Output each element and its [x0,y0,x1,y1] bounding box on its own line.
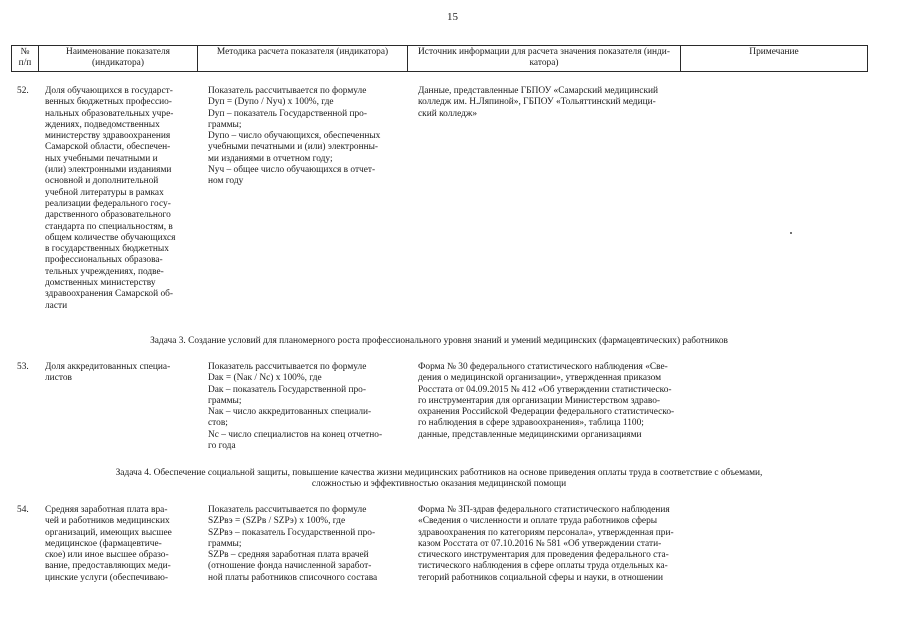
row-number: 52. [17,86,29,96]
table-header [11,45,868,72]
task-3-heading: Задача 3. Создание условий для планомерного роста профессионального уровня знаний и умений медицинских (фармацевтических) работников [150,336,728,346]
indicator-name: Доля обучающихся в государст- венных бюджетных профессио- нальных образовательных учре- ждениях, подведомственных министерству здравоохранения Самарской области, обеспечен- ных учебными печатными и (или) электронными изданиями основной и дополнительной учебной литературы в рамках реализации федерального госу- дарственного образовательного стандарта по специальностям, в общем количестве обучающихся в государственных бюджетных профессиональных образова- тельных учреждениях, подве- домственных министерству здравоохранения Самарской об- ласти [45,86,176,311]
row-number: 54. [17,505,29,515]
scan-speck [790,232,792,234]
calculation-method: Показатель рассчитывается по формуле Dак = (Nак / Nс) х 100%, где Dак – показатель Государственной про- граммы; Nак – число аккредитованных специали- стов; Nс – число специалистов на конец отчетно- го года [208,362,383,452]
header-method: Методика расчета показателя (индикатора) [198,46,408,72]
header-indicator-name: Наименование показателя (индикатора) [39,46,198,72]
information-source: Данные, представленные ГБПОУ «Самарский медицинский колледж им. Н.Ляпиной», ГБПОУ «Тольяттинский медици- ский колледж» [418,86,659,119]
calculation-method: Показатель рассчитывается по формуле Dуп = (Dупо / Nуч) х 100%, где Dуп – показатель Государственной про- граммы; Dупо – число обучающихся, обеспеченных учебными печатными и (или) электронны- ми изданиями в отчетном году; Nуч – общее число обучающихся в отчет- ном году [208,86,381,187]
header-source: Источник информации для расчета значения показателя (инди- катора) [408,46,681,72]
indicator-name: Доля аккредитованных специа- листов [45,362,171,384]
task-4-heading: Задача 4. Обеспечение социальной защиты, повышение качества жизни медицинских работников на основе приведения оплаты труда в соответствие с объемами, сложностью и эффективностью оказания медицинской помощи [115,468,763,490]
page-number: 15 [447,11,458,23]
calculation-method: Показатель рассчитывается по формуле SZPвэ = (SZPв / SZPэ) х 100%, где SZPвэ – показатель Государственной про- граммы; SZPв – средняя заработная плата врачей (отношение фонда начисленной заработ- ной платы работников списочного состава [208,505,378,583]
header-number: № п/п [12,46,39,72]
information-source: Форма № 30 федерального статистического наблюдения «Све- дения о медицинской организации», утвержденная приказом Росстата от 04.09.2015 № 412 «Об утверждении статистическо- го инструментария для организации Министерством здраво- охранения Российской Федерации федерального статистическо- го наблюдения в сфере здравоохранения», таблица 1100; данные, представленные медицинскими организациями [418,362,675,440]
information-source: Форма № ЗП-здрав федерального статистического наблюдения «Сведения о численности и оплате труда работников сферы здравоохранения по категориям персонала», утвержденная при- казом Росстата от 07.10.2016 № 581 «Об утверждении стати- стического инструментария для проведения федерального ста- тистического наблюдения в сфере оплаты труда отдельных ка- тегорий работников социальной сферы и науки, в отношении [418,505,674,583]
indicator-name: Средняя заработная плата вра- чей и работников медицинских организаций, имеющих высшее медицинское (фармацевтиче- ское) или иное высшее образо- вание, предоставляющих меди- цинские услуги (обеспечиваю- [45,505,172,583]
row-number: 53. [17,362,29,372]
header-note: Примечание [681,46,868,72]
